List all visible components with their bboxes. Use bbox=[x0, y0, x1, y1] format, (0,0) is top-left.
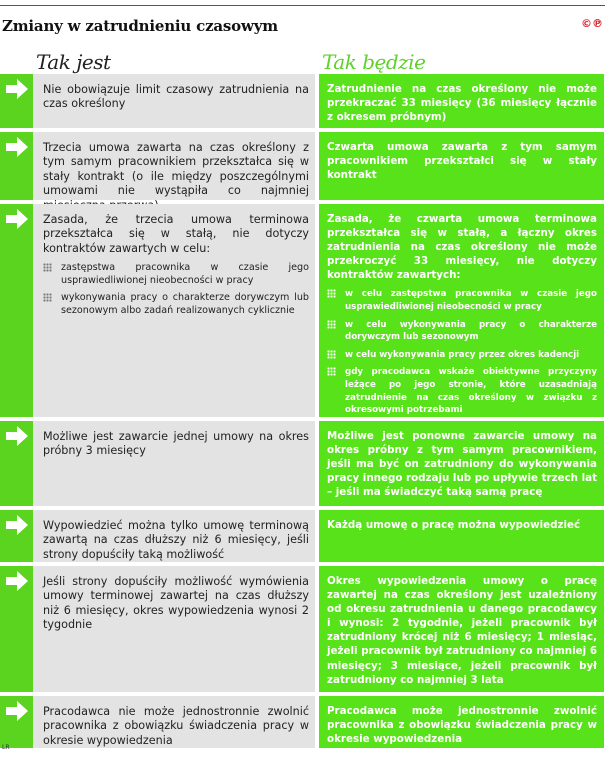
future-rule-cell bbox=[319, 566, 604, 692]
bullet-icon bbox=[327, 320, 336, 329]
future-rule-text: Pracodawca może jednostronnie zwolnić pracownika z obowiązku świadczenia pracy w okresie wypowiedzenia bbox=[327, 705, 597, 746]
arrow-icon bbox=[0, 421, 33, 506]
future-rule-text: Okres wypowiedzenia umowy o pracę zawartej na czas określony jest uzależniony od okresu zatrudnienia u danego pracodawcy i wynosi: 2 tygodnie, jeżeli pracownik był zatrudniony krócej niż 6 miesięcy; 1 miesiąc, jeżeli pracownik był zatrudniony co najmniej 6 miesięcy; 3 miesiące, jeżeli pracownik był zatrudniony co najmniej 3 lata bbox=[327, 575, 597, 686]
list-item: zastępstwa pracownika w czasie jego usprawiedliwionej nieobecności w pracy bbox=[43, 262, 309, 287]
arrow-icon bbox=[0, 696, 33, 748]
future-rule-text: Zatrudnienie na czas określony nie może przekraczać 33 miesięcy (36 miesięcy łącznie z okresem próbnym) bbox=[327, 83, 597, 124]
table-row bbox=[0, 510, 605, 562]
future-rule-cell bbox=[319, 421, 604, 506]
table-row bbox=[0, 566, 605, 692]
arrow-icon bbox=[0, 132, 33, 200]
table-row bbox=[0, 696, 605, 748]
arrow-icon bbox=[0, 204, 33, 417]
future-rule-text: Każdą umowę o pracę można wypowiedzieć bbox=[327, 519, 581, 531]
table-row bbox=[0, 74, 605, 128]
current-rule-cell bbox=[33, 421, 315, 506]
bullet-icon bbox=[327, 367, 336, 376]
table-row bbox=[0, 421, 605, 506]
list-item: gdy pracodawca wskaże obiektywne przyczyny leżące po jego stronie, które uzasadniają zatrudnienie na czas określony w związku z okresowymi potrzebami bbox=[327, 366, 597, 416]
bullet-icon bbox=[327, 289, 336, 298]
future-rule-cell bbox=[319, 132, 604, 200]
future-rule-cell bbox=[319, 204, 604, 417]
current-rule-cell bbox=[33, 204, 315, 417]
current-rule-text: Trzecia umowa zawarta na czas określony z tym samym pracownikiem przekształca się w stały kontrakt (o ile między poszczególnymi umowami nie wystąpiła co najmniej bbox=[43, 141, 309, 198]
page-title: Zmiany w zatrudnieniu czasowym bbox=[2, 17, 278, 35]
future-rule-cell bbox=[319, 696, 604, 748]
bullet-icon bbox=[43, 263, 52, 272]
table-row bbox=[0, 132, 605, 200]
future-rule-cell bbox=[319, 510, 604, 562]
header-current: Tak jest bbox=[36, 50, 111, 74]
bullet-icon bbox=[43, 293, 52, 302]
list-item: w celu wykonywania pracy o charakterze dorywczym lub sezonowym bbox=[327, 319, 597, 344]
current-rule-cell bbox=[33, 132, 315, 200]
arrow-icon bbox=[0, 566, 33, 692]
author-initials: LR bbox=[2, 744, 10, 751]
current-rule-cell bbox=[33, 74, 315, 128]
current-rule-text: Możliwe jest zawarcie jednej umowy na okres próbny 3 miesięcy bbox=[43, 430, 309, 458]
current-rule-text: Jeśli strony dopuściły możliwość wymówienia umowy terminowej zawartej na czas dłuższy niż 6 miesięcy, okres wypowiedzenia wynosi 2 tygodnie bbox=[43, 575, 309, 632]
current-rule-cell bbox=[33, 510, 315, 562]
list-item: w celu wykonywania pracy przez okres kadencji bbox=[327, 349, 597, 362]
table-row bbox=[0, 204, 605, 417]
current-rule-text: Pracodawca nie może jednostronnie zwolnić pracownika z obowiązku świadczenia pracy w okresie wypowiedzenia bbox=[43, 705, 309, 747]
exceptions-list bbox=[327, 288, 597, 416]
future-rule-text: Czwarta umowa zawarta z tym samym pracownikiem przekształci się w stały kontrakt bbox=[327, 141, 597, 182]
current-rule-text: Zasada, że trzecia umowa terminowa przekształca się w stałą, nie dotyczy kontraktów zawartych w celu: bbox=[43, 213, 309, 255]
publisher-logo: ©℗ bbox=[581, 17, 603, 30]
future-rule-text: Możliwe jest ponowne zawarcie umowy na okres próbny z tym samym pracownikiem, jeśli ma być on zatrudniony do wykonywania pracy innego rodzaju lub po upływie trzech lat – jeśli ma świadczyć taką samą pracę bbox=[327, 430, 597, 499]
future-rule-text: Zasada, że czwarta umowa terminowa przekształca się w stałą, a łączny okres zatrudnienia na czas określony nie może przekroczyć 33 miesięcy, nie dotyczy kontraktów zawartych: bbox=[327, 213, 597, 282]
list-item: wykonywania pracy o charakterze dorywczym lub sezonowym albo zadań realizowanych cyklicznie bbox=[43, 292, 309, 317]
arrow-icon bbox=[0, 510, 33, 562]
bullet-icon bbox=[327, 350, 336, 359]
current-rule-text: Wypowiedzieć można tylko umowę terminową zawartą na czas dłuższy niż 6 miesięcy, jeśli strony dopuściły taką możliwość bbox=[43, 519, 309, 561]
future-rule-cell bbox=[319, 74, 604, 128]
current-rule-cell bbox=[33, 696, 315, 748]
top-rule bbox=[0, 5, 605, 6]
arrow-icon bbox=[0, 74, 33, 128]
exceptions-list bbox=[43, 262, 309, 317]
current-rule-cell bbox=[33, 566, 315, 692]
current-rule-text: Nie obowiązuje limit czasowy zatrudnienia na czas określony bbox=[43, 83, 309, 111]
header-future: Tak będzie bbox=[322, 50, 426, 74]
list-item: w celu zastępstwa pracownika w czasie jego usprawiedliwionej nieobecności w pracy bbox=[327, 288, 597, 313]
